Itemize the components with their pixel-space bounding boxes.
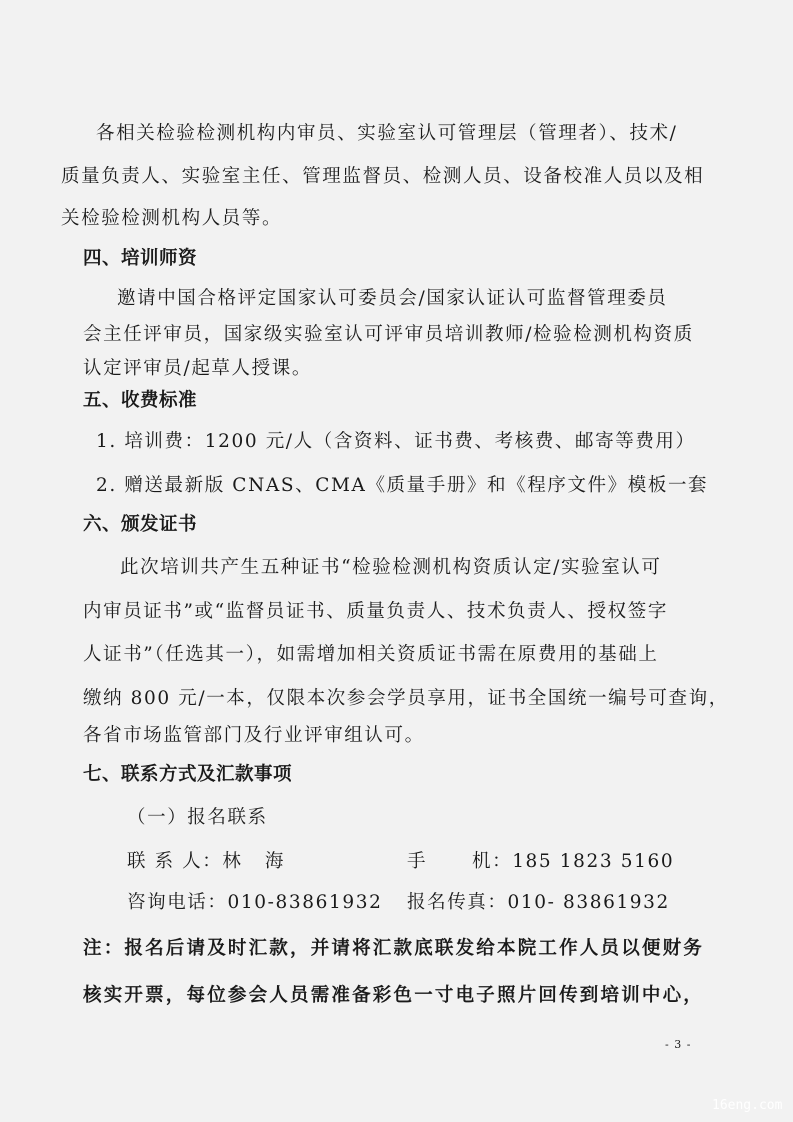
phone-value: 010-83861932 [227,892,383,913]
section-5-heading: 五、收费标准 [83,390,198,411]
section-7-heading: 七、联系方式及汇款事项 [83,764,293,785]
fee-item-1: 1. 培训费：1200 元/人（含资料、证书费、考核费、邮寄等费用） [96,431,696,452]
fax-label: 报名传真： [407,892,508,913]
mobile-value: 185 1823 5160 [512,851,675,872]
section-6-line-3: 人证书”（任选其一），如需增加相关资质证书需在原费用的基础上 [83,644,659,665]
intro-line-2: 质量负责人、实验室主任、管理监督员、检测人员、设备校准人员以及相 [61,166,705,187]
section-4-line-3: 认定评审员/起草人授课。 [83,358,312,379]
fax [407,891,670,915]
mobile [407,850,674,874]
section-6-heading: 六、颁发证书 [83,514,198,535]
section-6-line-1: 此次培训共产生五种证书“检验检测机构资质认定/实验室认可 [120,557,662,578]
intro-line-3: 关检验检测机构人员等。 [61,208,283,229]
fax-value: 010- 83861932 [507,892,670,913]
section-4-heading: 四、培训师资 [83,248,198,269]
fee-item-2: 2. 赠送最新版 CNAS、CMA《质量手册》和《程序文件》模板一套 [96,475,709,496]
section-4-line-1: 邀请中国合格评定国家认可委员会/国家认证认可监督管理委员 [117,288,668,309]
section-6-line-5: 各省市场监管部门及行业评审组认可。 [83,725,425,746]
contact-person-value: 林 海 [222,851,286,872]
section-6-line-4: 缴纳 800 元/一本，仅限本次参会学员享用，证书全国统一编号可查询， [83,688,729,709]
phone-label: 咨询电话： [127,892,228,913]
note-line-2: 核实开票，每位参会人员需准备彩色一寸电子照片回传到培训中心， [83,985,705,1006]
contact-person-label: 联 系 人： [127,851,223,872]
section-7-subheading: （一）报名联系 [127,807,268,828]
page-number: - 3 - [665,1038,692,1051]
section-6-line-2: 内审员证书”或“监督员证书、质量负责人、技术负责人、授权签字 [83,601,668,622]
intro-line-1: 各相关检验检测机构内审员、实验室认可管理层（管理者）、技术/ [96,123,678,144]
watermark: 16eng.com [712,1098,783,1113]
contact-person [127,850,285,874]
mobile-label: 手 机： [407,851,513,872]
note-line-1: 注：报名后请及时汇款，并请将汇款底联发给本院工作人员以便财务 [83,938,705,959]
consult-phone [127,891,382,915]
section-4-line-2: 会主任评审员，国家级实验室认可评审员培训教师/检验检测机构资质 [83,324,694,345]
